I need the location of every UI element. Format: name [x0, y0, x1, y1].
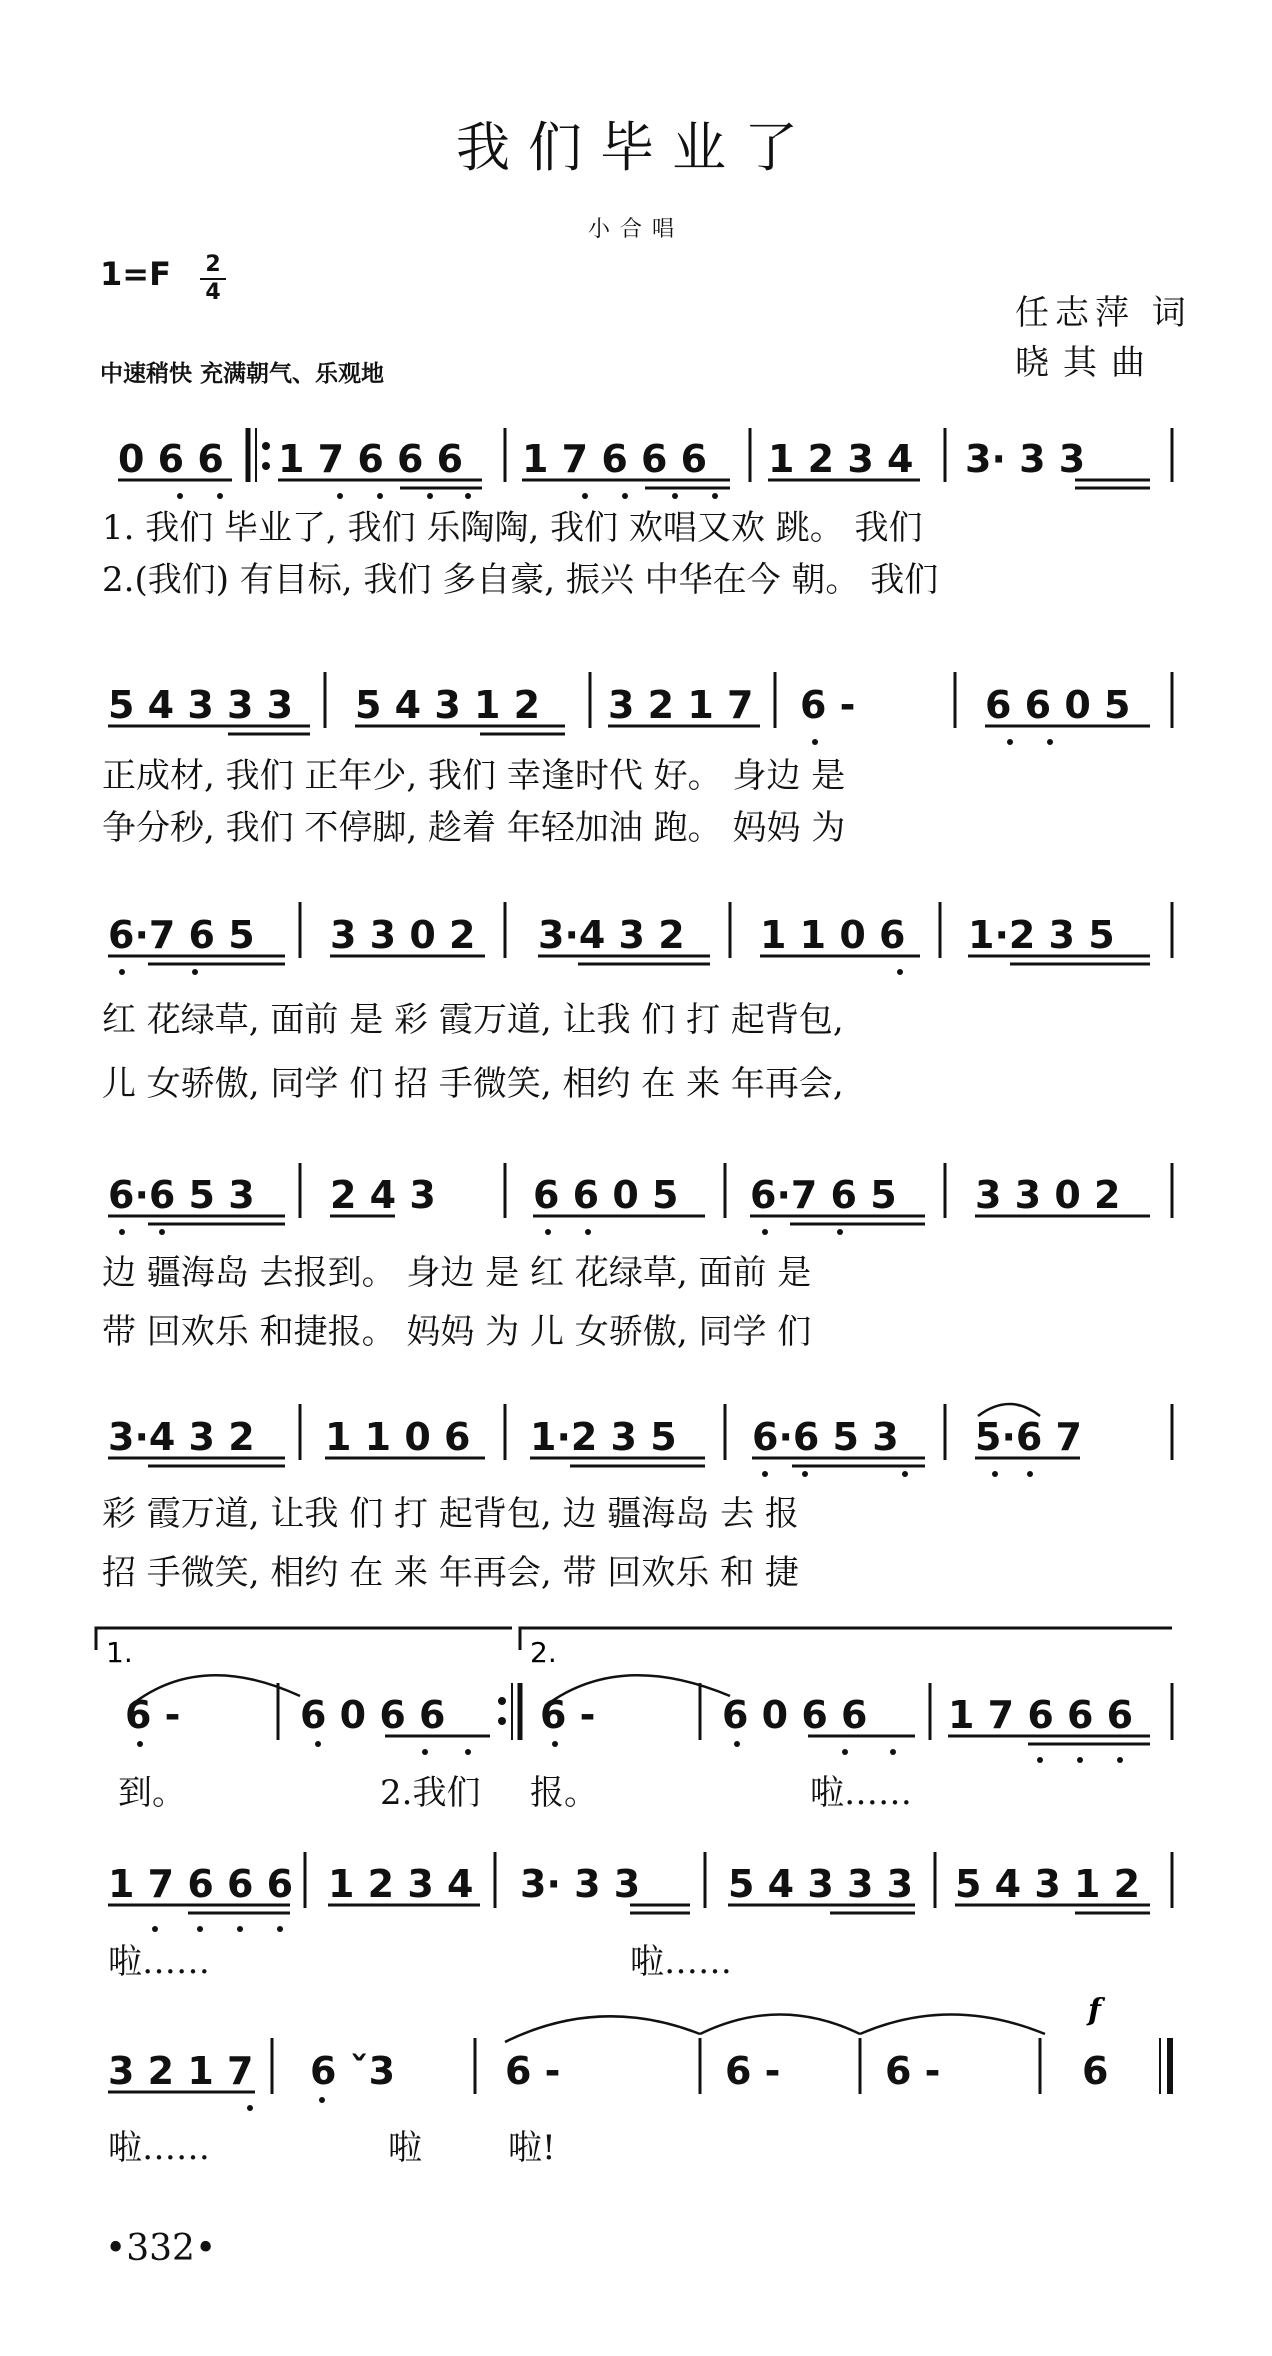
- volta-1-label: 1.: [106, 1636, 133, 1669]
- notes-row7-m4: 5 4 3 1 2: [955, 1862, 1141, 1906]
- lyrics-row8-b: 啦: [388, 2128, 422, 2168]
- lyricist-credit: 任志萍 词: [1015, 293, 1192, 333]
- lyrics-row3-verse2: 儿 女骄傲, 同学 们 招 手微笑, 相约 在 来 年再会,: [102, 1064, 844, 1104]
- notes-row3-m2: 3·4 3 2: [538, 913, 685, 957]
- notes-row2-m0: 5 4 3 3 3: [108, 683, 294, 727]
- notes-row4-m3: 6·7 6 5: [750, 1173, 897, 1217]
- lyrics-row5-verse1: 彩 霞万道, 让我 们 打 起背包, 边 疆海岛 去 报: [102, 1494, 799, 1534]
- notes-row6-m3: 6 0 6 6: [722, 1693, 868, 1737]
- composer-credit: 晓其曲: [1015, 343, 1159, 383]
- notes-row3-m0: 6·7 6 5: [108, 913, 255, 957]
- meter-bottom: 4: [200, 278, 226, 306]
- notes-row1-m3: 1 2 3 4: [768, 437, 914, 481]
- lyrics-row6-b: 2.我们: [380, 1773, 481, 1813]
- notes-row7-m0: 1 7 6 6 6: [108, 1862, 294, 1906]
- song-subtitle: 小合唱: [587, 217, 684, 242]
- notes-row4-m0: 6·6 5 3: [108, 1173, 255, 1217]
- tempo-marking: 中速稍快 充满朝气、乐观地: [100, 361, 385, 387]
- key-signature: 1=F: [100, 255, 171, 293]
- notes-row4-m4: 3 3 0 2: [975, 1173, 1121, 1217]
- lyrics-row7-a: 啦……: [108, 1942, 210, 1982]
- notes-row8-m2: 6 -: [505, 2049, 561, 2093]
- lyrics-row6-a: 到。: [118, 1773, 186, 1813]
- notes-row8-m3: 6 -: [725, 2049, 781, 2093]
- notes-row4-m2: 6 6 0 5: [533, 1173, 679, 1217]
- notes-row8-m4: 6 -: [885, 2049, 941, 2093]
- notes-row8-m0: 3 2 1 7: [108, 2049, 254, 2093]
- lyrics-row4-verse1: 边 疆海岛 去报到。 身边 是 红 花绿草, 面前 是: [102, 1253, 812, 1293]
- notes-row1-m4: 3· 3 3: [965, 437, 1086, 481]
- lyrics-row1-verse2: 2.(我们) 有目标, 我们 多自豪, 振兴 中华在今 朝。 我们: [102, 560, 939, 600]
- lyrics-row6-c: 报。: [530, 1773, 598, 1813]
- notes-row5-m0: 3·4 3 2: [108, 1415, 255, 1459]
- lyrics-row8-a: 啦……: [108, 2128, 210, 2168]
- notes-row7-m1: 1 2 3 4: [328, 1862, 474, 1906]
- notes-row7-m2: 3· 3 3: [520, 1862, 641, 1906]
- lyrics-row4-verse2: 带 回欢乐 和捷报。 妈妈 为 儿 女骄傲, 同学 们: [102, 1312, 812, 1352]
- notes-row5-m3: 6·6 5 3: [752, 1415, 899, 1459]
- notes-row6-m2: 6 -: [540, 1693, 596, 1737]
- volta-brackets: [96, 1628, 1172, 1650]
- notes-row6-m4: 1 7 6 6 6: [948, 1693, 1134, 1737]
- lyrics-row1-verse1: 1. 我们 毕业了, 我们 乐陶陶, 我们 欢唱又欢 跳。 我们: [102, 508, 923, 548]
- song-title: 我们毕业了: [456, 116, 816, 179]
- lyrics-row8-c: 啦!: [508, 2128, 556, 2168]
- notes-row8-m5: 6: [1082, 2049, 1109, 2093]
- notes-row5-m2: 1·2 3 5: [530, 1415, 677, 1459]
- notes-row6-m1: 6 0 6 6: [300, 1693, 446, 1737]
- volta-2-label: 2.: [530, 1636, 557, 1669]
- notes-row8-m1: 6 ˇ3: [310, 2049, 396, 2093]
- notes-row2-m4: 6 6 0 5: [985, 683, 1131, 727]
- notes-row1-m2: 1 7 6 6 6: [522, 437, 708, 481]
- notes-row2-m1: 5 4 3 1 2: [355, 683, 541, 727]
- lyrics-row5-verse2: 招 手微笑, 相约 在 来 年再会, 带 回欢乐 和 捷: [102, 1553, 799, 1593]
- notes-row7-m3: 5 4 3 3 3: [728, 1862, 914, 1906]
- meter-top: 2: [205, 252, 221, 277]
- lyrics-row7-b: 啦……: [630, 1942, 732, 1982]
- lyrics-row2-verse1: 正成材, 我们 正年少, 我们 幸逢时代 好。 身边 是: [102, 756, 846, 796]
- notes-row3-m4: 1·2 3 5: [968, 913, 1115, 957]
- notes-row1-m0: 0 6 6: [118, 437, 224, 481]
- notes-row4-m1: 2 4 3: [330, 1173, 436, 1217]
- notes-row5-m1: 1 1 0 6: [325, 1415, 471, 1459]
- notes-row6-m0: 6 -: [125, 1693, 181, 1737]
- notes-row3-m3: 1 1 0 6: [760, 913, 906, 957]
- lyrics-row2-verse2: 争分秒, 我们 不停脚, 趁着 年轻加油 跑。 妈妈 为: [102, 808, 846, 848]
- page-number: •332•: [105, 2228, 217, 2269]
- dynamic-forte: f: [1088, 1993, 1101, 2028]
- notes-row2-m2: 3 2 1 7: [608, 683, 754, 727]
- notes-row2-m3: 6 -: [800, 683, 856, 727]
- lyrics-row6-d: 啦……: [810, 1773, 912, 1813]
- notes-row3-m1: 3 3 0 2: [330, 913, 476, 957]
- notes-row5-m4: 5·6 7: [975, 1415, 1082, 1459]
- lyrics-row3-verse1: 红 花绿草, 面前 是 彩 霞万道, 让我 们 打 起背包,: [102, 1000, 844, 1040]
- notes-row1-m1: 1 7 6 6 6: [278, 437, 464, 481]
